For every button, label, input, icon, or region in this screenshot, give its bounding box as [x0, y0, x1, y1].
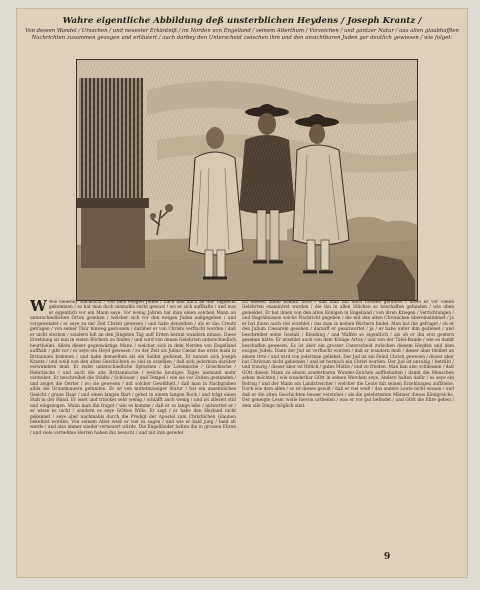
- drop-cap: W: [30, 300, 47, 315]
- page-mark: 9: [384, 552, 391, 562]
- body-text-left: Wie vielerley Nachricht / von dem ewigen Juden / nach und nach an das Tagliecht gekommen / so hat man doch niemahls recht gewust / wo er sich auffhalte / und was er eigentlich vor ein Mann seye. Vor wenig Jahren hat man einen solchen Mann an unterschiedlichen Orten gesehen / welcher sich vor den ewigen Juden außgegeben / und vorgewendet / er seye zu der Zeit Christi gewesen / und habe denselben / als er das Creutz getragen / von seiner Thür hinweg gestossen / darüber er von Christo verflucht worden / daß er nicht sterben / sondern biß an den Jüngsten Tag auff Erden herum wandern müsse. Diese Erzehlung ist nun in vielen Büchern zu finden / und wird von denen Gelehrten unterschiedlich beurtheilet. Allein dieser gegenwärtige Mann / welcher sich in dem Norden von Engelland auffhält / gibt vor / er seye ein Heyd gewesen / zu der Zeit als Julius Cæsar das erste mahl in Britannien kommen / und habe demselben als ein Soldat gedienet. Er nennet sich Joseph Krantz / und weiß von den alten Geschichten so viel zu erzehlen / daß sich jederman darüber verwundern muß. Er redet unterschiedliche Sprachen / die Lateinische / Griechische / Hebräische / und auch die alte Brittannische / welche heutiges Tages niemand mehr verstehet. Er beschreibet die Städte / Schlösser / und Tempel / wie sie vor Zeiten gestanden / und zeiget die Oerter / wo sie gewesen / mit solcher Gewißheit / daß man in Nachgraben allda die Grundmauern gefunden. Er ist von mittelmässiger Statur / hat ein ansehnliches Gesicht / graue Haar / und einen langen Bart / gehet in einem langen Rock / und trägt einen Stab in der Hand. Er isset und trincket sehr wenig / schläfft auch wenig / und ist allezeit still und eingezogen. Wann man ihn fraget / wie es komme / daß er so lange lebe / antwortet er / er wisse es nicht / sondern es seye GOttes Wille. Er sagt / er habe den Heyland nicht gekennet / seye aber nachmahls durch die Predigt der Apostel zum Christlichen Glauben bekehret worden. Von seinem Alter weiß er viel zu sagen / und wie er bald jung / bald alt werde / und also immer wieder verneuert würde. Die Engelländer halten ihn in grossen Ehren / und viele vornehme Herren haben ihn besucht / und mit ihm geredet.: [30, 300, 236, 436]
- engraving-illustration: [76, 59, 418, 301]
- broadsheet: [16, 8, 468, 578]
- body-column-left: [30, 300, 236, 574]
- document-subtitle: Von dessen Wandel / Ursachen / und neuester Erkäntniß / im Norden von Engelland / seinem Alterthum / Vorzeichen / und gantzer Natur / aus allen glaubhafften Nachrichten zusammen gezogen und erläutert / auch darbey den Unterscheid zwischen ihm und den unsichtbaren Juden gar deutlich gewiesen / wie folget:: [25, 28, 459, 42]
- body-text-right: Zu diesem allem kommt noch / daß man ihn nach Londen geführet / allwo er vor vielen Gelehrten examiniret worden / die ihn in allen Stücken so beschaffen gefunden / wie oben gemeldet. Er hat ihnen von den alten Königen in Engelland / von ihren Kriegen / Verrichtungen / und Begräbnissen solche Nachricht gegeben / die mit den alten Chronicken übereinstimmet / ja er hat ihnen auch viel erzehlet / das man in keinen Büchern findet. Man hat ihn gefraget / ob er den Julium Cæsarem gesehen / darauff er geantwortet / ja / er habe unter ihm gedienet / und beschreibet seine Gestalt / Kleidung / und Waffen so eigentlich / als ob er ihn erst gestern gesehen hätte. Er erzehlet auch von dem Könige Artus / und von der Tafel-Runde / wie es damit beschaffen gewesen. Es ist aber ein grosser Unterscheid zwischen diesem Heyden und dem ewigen Juden: Dann der Jud ist verflucht worden / daß er wandern muß / dieser aber bleibet an einem Orte / und wird von jederman geliebet. Der Jud ist ein Feind Christi gewesen / dieser aber hat Christum nicht gekennet / und ist hernach ein Christ worden. Der Jud ist unruhig / betrübt / und traurig / dieser aber ist frölich / gutes Muths / und zu frieden. Man kan also schliessen / daß GOtt diesen Mann zu einem sonderbaren Wunder-Zeichen auffbehalten / damit die Menschen sehen möchten / wie wunderbar GOtt in seinen Wercken seye. Andere halten dafür / es seye ein Betrug / und der Mann ein Landstreicher / welcher die Leute mit seinen Erzehlungen auffziehe. Doch wie dem allen / so ist dieses gewiß / daß er viel weiß / das andere Leute nicht wissen / und daß er die alten Geschichten besser verstehet / als die gelehrtesten Männer dieses Königreichs. Der geneigte Leser wolle hievon urtheilen / was er vor gut befindet / und GOtt die Ehre geben / dem alle Dinge möglich sind.: [242, 300, 454, 409]
- document-title: Wahre eigentliche Abbildung deß unsterblichen Heydens / Joseph Krantz /: [62, 16, 422, 26]
- body-column-right: [242, 300, 454, 574]
